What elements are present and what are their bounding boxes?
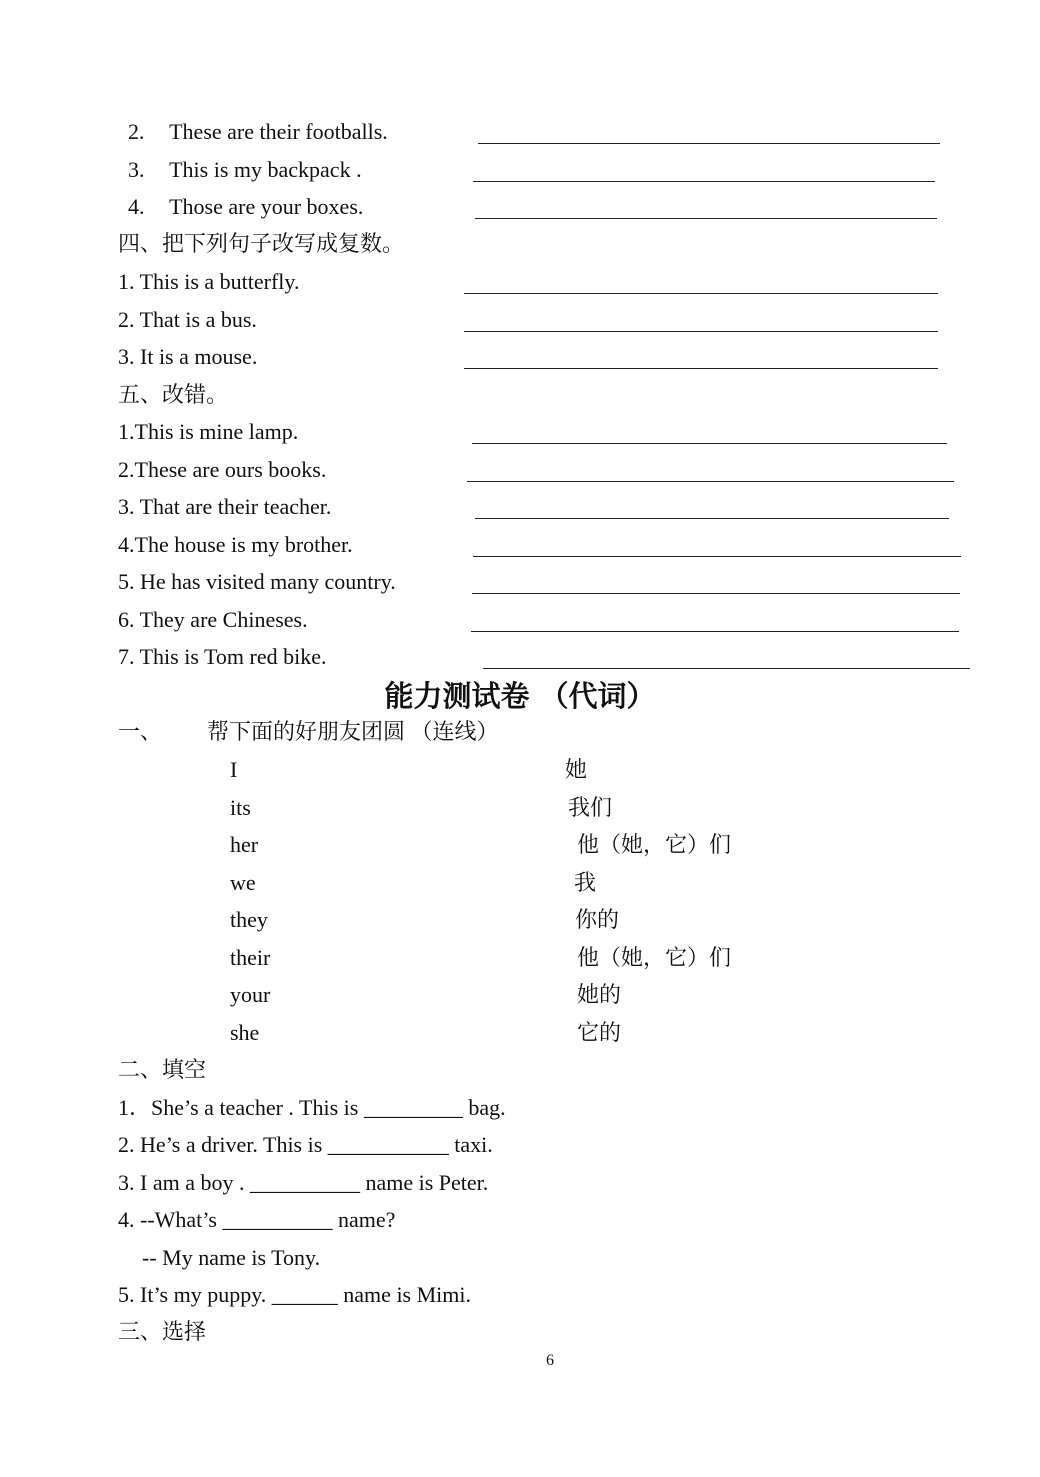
match-right-item: 我们 (568, 795, 613, 820)
match-left-item: she (230, 1020, 260, 1045)
answer-blank[interactable] (472, 593, 960, 594)
section4-item-1: 1. This is a butterfly. (118, 269, 300, 294)
section5-item-5: 5. He has visited many country. (118, 569, 396, 594)
page-number: 6 (546, 1352, 554, 1369)
match-right-item: 我 (574, 870, 597, 895)
fill-item-2: 2. He’s a driver. This is ___________ taxi. (118, 1132, 493, 1157)
section3-item-4 (128, 193, 363, 221)
part2-heading: 二、填空 (118, 1057, 207, 1082)
match-left-item: we (230, 870, 256, 895)
section5-item-4: 4.The house is my brother. (118, 532, 353, 557)
answer-blank[interactable] (464, 331, 938, 332)
answer-blank[interactable] (464, 368, 938, 369)
match-left-item: they (230, 907, 268, 932)
answer-blank[interactable] (483, 668, 970, 669)
fill-item-5: 5. It’s my puppy. ______ name is Mimi. (118, 1282, 472, 1307)
answer-blank[interactable] (464, 293, 938, 294)
match-right-item: 他（她，它）们 (577, 945, 732, 970)
test-title: 能力测试卷 （代词） (384, 679, 656, 713)
part1-number: 一、 (118, 719, 163, 744)
match-left-item: their (230, 945, 271, 970)
answer-blank[interactable] (475, 518, 949, 519)
match-right-item: 你的 (575, 907, 620, 932)
part1-heading: 帮下面的好朋友团圆 （连线） (207, 719, 499, 744)
section5-item-6: 6. They are Chineses. (118, 607, 308, 632)
answer-blank[interactable] (467, 481, 954, 482)
section5-item-2: 2.These are ours books. (118, 457, 327, 482)
fill-item-1: 1．She’s a teacher . This is _________ bag. (118, 1095, 506, 1120)
answer-blank[interactable] (472, 443, 947, 444)
part3-heading: 三、选择 (118, 1319, 207, 1344)
answer-blank[interactable] (473, 556, 961, 557)
item-number: 4. (128, 194, 145, 219)
match-right-item: 他（她，它）们 (577, 832, 732, 857)
section5-item-1: 1.This is mine lamp. (118, 419, 299, 444)
fill-item-4: 4. --What’s __________ name? (118, 1207, 396, 1232)
match-left-item: her (230, 832, 259, 857)
match-right-item: 她 (565, 757, 588, 782)
fill-item-3: 3. I am a boy . __________ name is Peter. (118, 1170, 489, 1195)
answer-blank[interactable] (475, 218, 937, 219)
section5-item-3: 3. That are their teacher. (118, 494, 332, 519)
answer-blank[interactable] (473, 181, 935, 182)
match-left-item: I (230, 757, 238, 782)
answer-blank[interactable] (471, 631, 959, 632)
section4-heading: 四、把下列句子改写成复数。 (118, 231, 405, 256)
fill-item-4-answer: -- My name is Tony. (142, 1245, 321, 1270)
item-number: 3. (128, 157, 145, 182)
match-left-item: its (230, 795, 251, 820)
match-right-item: 它的 (577, 1020, 622, 1045)
section3-item-2 (128, 118, 388, 146)
item-text: These are their footballs. (169, 119, 388, 144)
section3-item-3 (128, 156, 362, 184)
match-left-item: your (230, 982, 271, 1007)
match-right-item: 她的 (577, 982, 622, 1007)
item-text: This is my backpack . (169, 157, 362, 182)
item-text: Those are your boxes. (169, 194, 364, 219)
section5-heading: 五、改错。 (118, 382, 229, 407)
section4-item-2: 2. That is a bus. (118, 307, 257, 332)
answer-blank[interactable] (478, 143, 940, 144)
section5-item-7: 7. This is Tom red bike. (118, 644, 327, 669)
section4-item-3: 3. It is a mouse. (118, 344, 258, 369)
item-number: 2. (128, 119, 145, 144)
